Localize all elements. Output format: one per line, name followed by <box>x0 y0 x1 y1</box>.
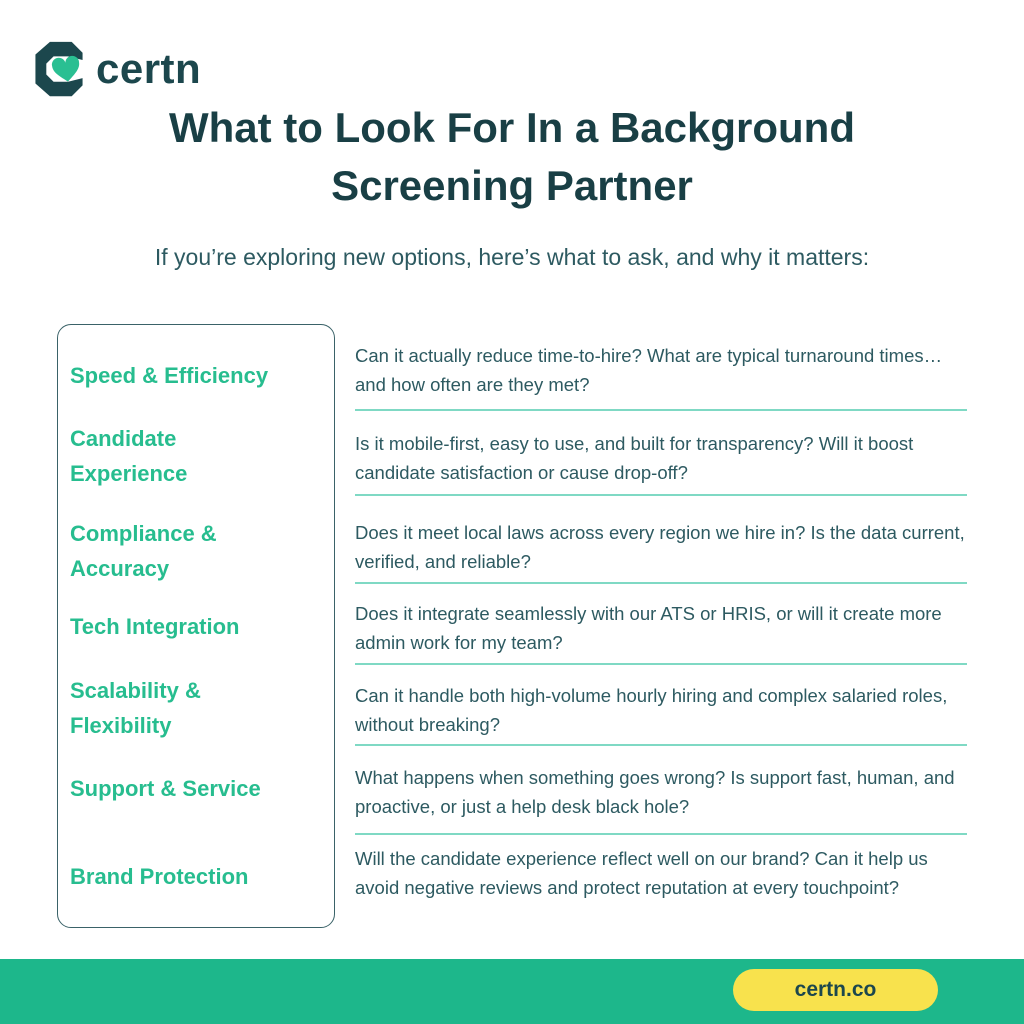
separator-line <box>355 409 967 411</box>
category-label-speed-efficiency: Speed & Efficiency <box>70 363 269 388</box>
category-label-brand-protection: Brand Protection <box>70 864 249 889</box>
separator-line <box>355 833 967 835</box>
certn-logo <box>30 40 201 98</box>
separator-line <box>355 744 967 746</box>
category-label-tech-integration: Tech Integration <box>70 614 240 639</box>
question-brand-protection: Will the candidate experience reflect well on our brand? Can it help us avoid negative reviews and protect reputation at every touchpoint? <box>355 848 928 898</box>
certn-logo-wordmark: certn <box>96 45 202 92</box>
page-title <box>0 99 1024 215</box>
category-label-support-service: Support & Service <box>70 776 261 801</box>
question-candidate-experience: Is it mobile-first, easy to use, and built for transparency? Will it boost candidate satisfaction or cause drop-off? <box>355 433 914 483</box>
separator-line <box>355 663 967 665</box>
question-compliance-accuracy: Does it meet local laws across every region we hire in? Is the data current, verified, and reliable? <box>355 522 965 572</box>
category-label-compliance-accuracy: Compliance & Accuracy <box>70 521 217 581</box>
separator-line <box>355 582 967 584</box>
category-label-candidate-experience: Candidate Experience <box>70 426 188 486</box>
page-subtitle: If you’re exploring new options, here’s what to ask, and why it matters: <box>154 244 870 270</box>
question-tech-integration: Does it integrate seamlessly with our ATS or HRIS, or will it create more admin work for my team? <box>355 603 942 653</box>
category-label-scalability-flexibility: Scalability & Flexibility <box>70 678 201 738</box>
question-scalability-flexibility: Can it handle both high-volume hourly hiring and complex salaried roles, without breaking? <box>355 685 948 735</box>
page-title-line1: What to Look For In a Background <box>169 104 855 151</box>
separator-line <box>355 494 967 496</box>
question-speed-efficiency: Can it actually reduce time-to-hire? What are typical turnaround times… and how often are they met? <box>355 345 943 395</box>
question-support-service: What happens when something goes wrong? Is support fast, human, and proactive, or just a help desk black hole? <box>355 767 955 817</box>
certn-co-link[interactable]: certn.co <box>733 969 938 1011</box>
page-title-line2: Screening Partner <box>331 162 693 209</box>
certn-logo-icon <box>30 40 88 98</box>
